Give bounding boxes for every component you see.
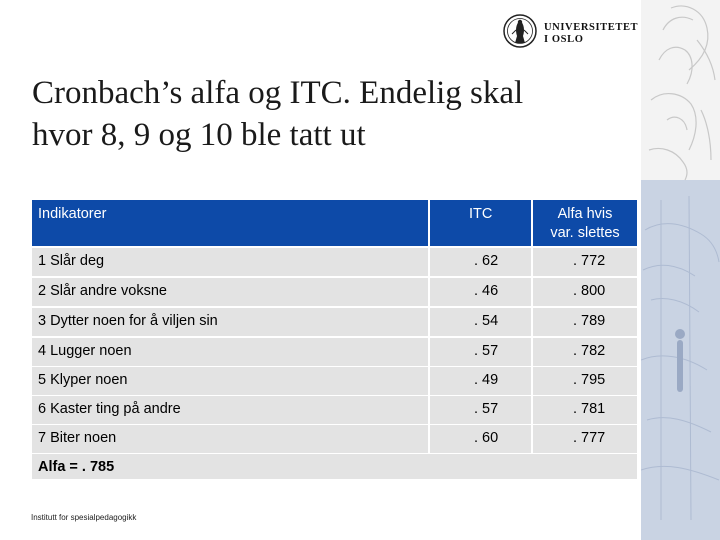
row-label-cell [32, 425, 428, 453]
header-indikatorer: Indikatorer [38, 206, 107, 222]
row-itc: . 54 [474, 313, 499, 329]
alfa-total-cell [32, 454, 637, 479]
row-alfa: . 795 [573, 372, 606, 388]
sculpture-illustration [641, 0, 720, 540]
row-alfa-cell [533, 278, 637, 306]
row-itc: . 57 [474, 401, 499, 417]
table-row [32, 425, 637, 453]
row-itc: . 46 [474, 283, 499, 299]
row-label: 3 Dytter noen for å viljen sin [38, 313, 218, 329]
row-itc-cell [430, 396, 531, 424]
row-label: 1 Slår deg [38, 253, 105, 269]
row-itc-cell [430, 278, 531, 306]
row-label-cell [32, 308, 428, 336]
row-label: 6 Kaster ting på andre [38, 401, 181, 417]
row-alfa: . 782 [573, 343, 606, 359]
table-row [32, 338, 637, 366]
header-cell-alfa [533, 200, 637, 246]
row-itc: . 57 [474, 343, 499, 359]
row-alfa-cell [533, 396, 637, 424]
row-label-cell [32, 338, 428, 366]
row-label: 2 Slår andre voksne [38, 283, 167, 299]
table-row [32, 248, 637, 276]
header-alfa-line-1: Alfa hvis [557, 206, 613, 222]
row-label-cell [32, 278, 428, 306]
row-itc-cell [430, 425, 531, 453]
row-alfa: . 781 [573, 401, 606, 417]
header-cell-indikatorer [32, 200, 428, 246]
row-alfa-cell [533, 308, 637, 336]
table-row [32, 278, 637, 306]
row-itc-cell [430, 308, 531, 336]
title-line-2: hvor 8, 9 og 10 ble tatt ut [32, 117, 366, 153]
row-itc: . 49 [474, 372, 499, 388]
row-label: 7 Biter noen [38, 430, 117, 446]
decorative-side-strip [641, 0, 720, 540]
row-itc: . 62 [474, 253, 499, 269]
row-alfa-cell [533, 367, 637, 395]
logo-line-1: UNIVERSITETET [544, 22, 639, 33]
row-itc-cell [430, 338, 531, 366]
alfa-total-text: Alfa = . 785 [38, 459, 115, 475]
row-alfa: . 777 [573, 430, 606, 446]
university-seal-icon [502, 12, 538, 50]
alfa-total-row [32, 454, 637, 479]
title-line-1: Cronbach’s alfa og ITC. Endelig skal [32, 75, 524, 111]
header-alfa-line-2: var. slettes [550, 225, 620, 241]
row-label-cell [32, 248, 428, 276]
table-row [32, 396, 637, 424]
table-header-row [32, 200, 637, 246]
row-alfa-cell [533, 425, 637, 453]
row-itc-cell [430, 248, 531, 276]
table-row [32, 367, 637, 395]
row-label-cell [32, 367, 428, 395]
row-alfa-cell [533, 338, 637, 366]
row-alfa: . 800 [573, 283, 606, 299]
header-cell-itc [430, 200, 531, 246]
slide-title [32, 72, 632, 156]
footer-institute: Institutt for spesialpedagogikk [31, 513, 137, 522]
university-logo [500, 12, 640, 52]
row-label: 5 Klyper noen [38, 372, 128, 388]
university-logo-text [544, 22, 638, 46]
row-itc: . 60 [474, 430, 499, 446]
header-itc: ITC [469, 206, 493, 222]
row-label: 4 Lugger noen [38, 343, 132, 359]
row-itc-cell [430, 367, 531, 395]
table-row [32, 308, 637, 336]
row-label-cell [32, 396, 428, 424]
logo-line-2: I OSLO [544, 34, 584, 45]
row-alfa: . 789 [573, 313, 606, 329]
row-alfa-cell [533, 248, 637, 276]
row-alfa: . 772 [573, 253, 606, 269]
